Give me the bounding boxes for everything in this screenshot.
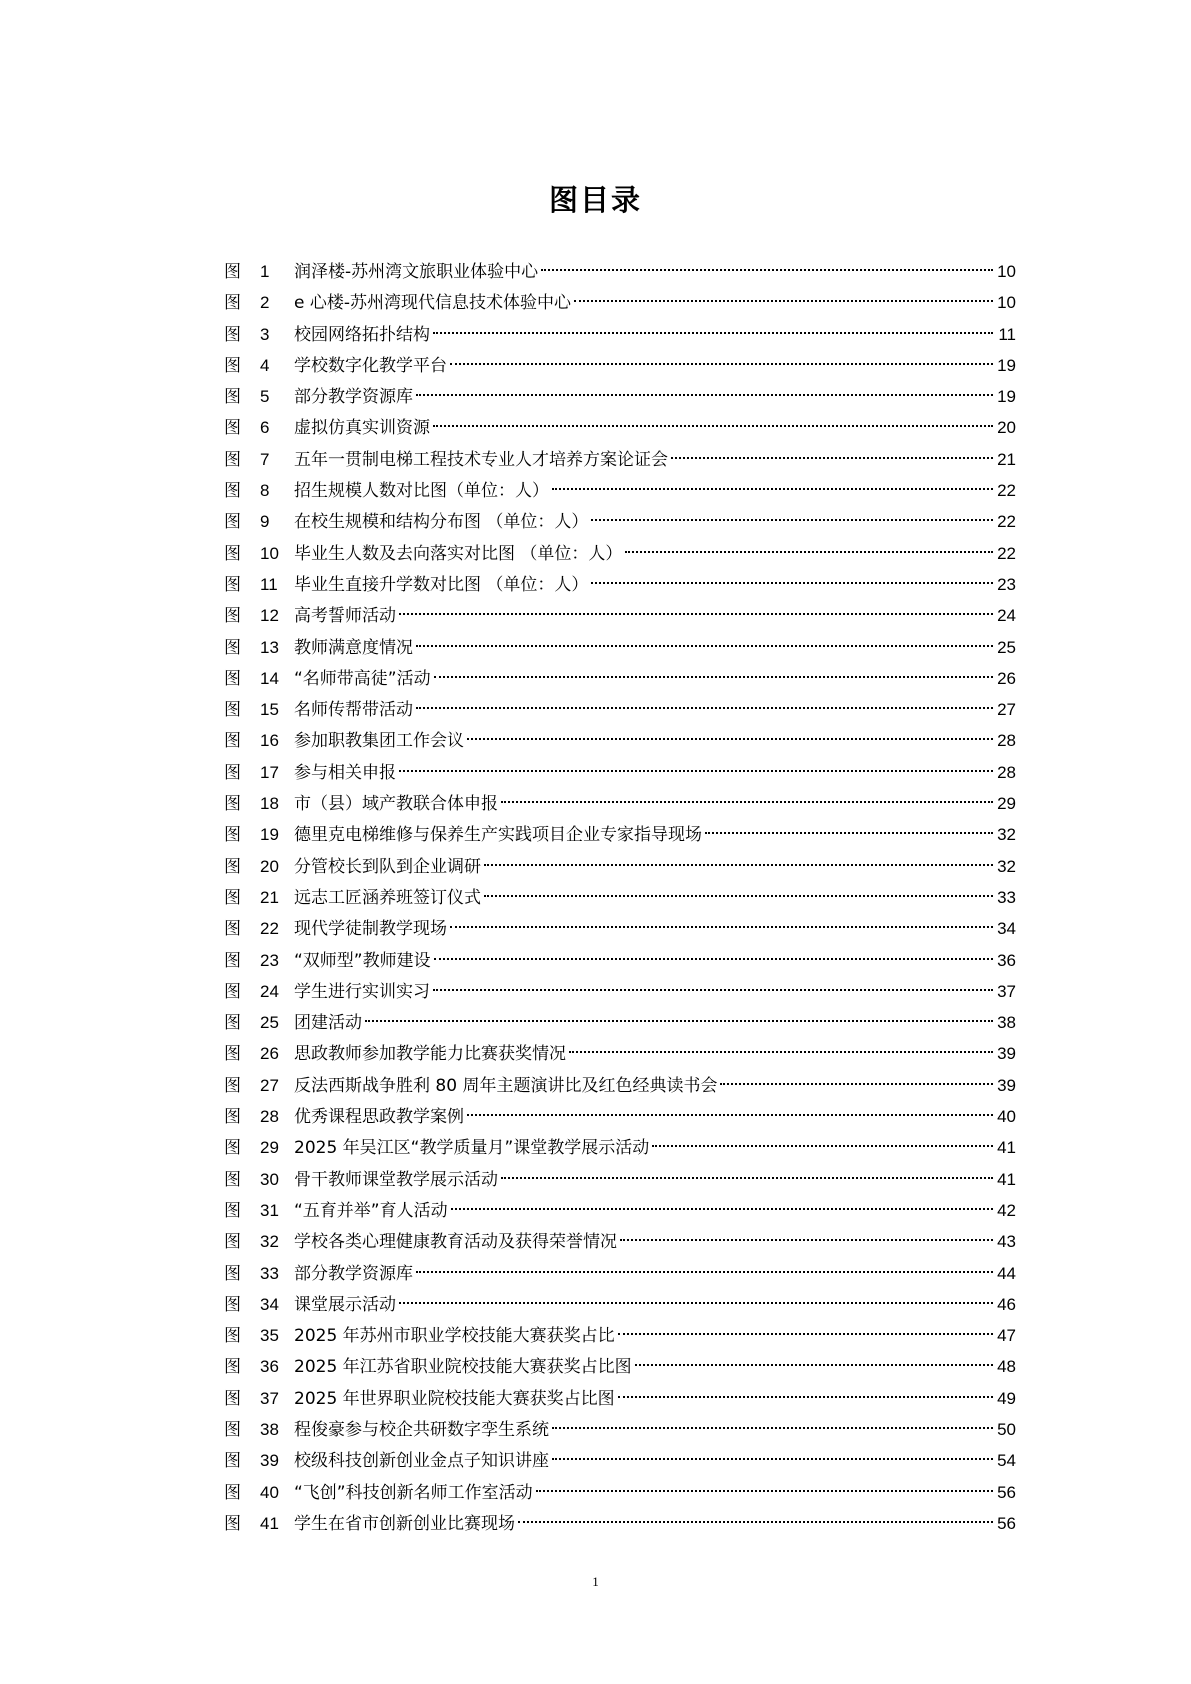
toc-entry-page: 37 (997, 981, 1016, 1001)
toc-entry-caption: 远志工匠涵养班签订仪式 (294, 887, 481, 908)
toc-entry-number: 28 (260, 1107, 279, 1127)
toc-entry-caption: 思政教师参加教学能力比赛获奖情况 (294, 1044, 566, 1065)
toc-entry-caption: 现代学徒制教学现场 (294, 919, 447, 940)
toc-entry-prefix: 图 (224, 355, 241, 376)
toc-entry-prefix: 图 (224, 887, 241, 908)
toc-entry-prefix: 图 (224, 1138, 241, 1159)
toc-dot-leader (433, 425, 993, 427)
toc-entry-number: 18 (260, 794, 279, 814)
toc-dot-leader (518, 1521, 993, 1523)
toc-entry-caption: 团建活动 (294, 1013, 362, 1034)
toc-entry-prefix: 图 (224, 262, 241, 282)
toc-entry-prefix: 图 (224, 1044, 241, 1065)
toc-entry-prefix: 图 (224, 1482, 241, 1503)
toc-dot-leader (501, 1177, 993, 1179)
toc-entry-prefix: 图 (224, 668, 241, 689)
toc-entry-caption: 虚拟仿真实训资源 (294, 418, 430, 439)
toc-entry-prefix: 图 (224, 418, 241, 439)
toc-entry[interactable] (224, 287, 1016, 318)
toc-dot-leader (552, 1458, 993, 1460)
toc-entry-number: 30 (260, 1169, 279, 1189)
toc-entry[interactable] (224, 1383, 1016, 1414)
toc-entry-page: 10 (997, 293, 1016, 313)
toc-dot-leader (399, 1302, 993, 1304)
toc-entry-caption: 课堂展示活动 (294, 1294, 396, 1315)
toc-entry[interactable] (224, 632, 1016, 663)
toc-entry-page: 19 (997, 387, 1016, 407)
toc-entry-number: 1 (260, 262, 270, 281)
toc-dot-leader (574, 300, 993, 302)
toc-entry[interactable] (224, 1445, 1016, 1476)
toc-dot-leader (450, 926, 993, 928)
toc-entry-number: 20 (260, 856, 279, 876)
toc-entry-number: 24 (260, 981, 279, 1001)
toc-entry-number: 25 (260, 1013, 279, 1033)
toc-entry-page: 49 (997, 1388, 1016, 1408)
toc-entry-caption: 名师传帮带活动 (294, 700, 413, 721)
toc-dot-leader (625, 551, 993, 553)
toc-entry[interactable] (224, 1132, 1016, 1163)
toc-dot-leader (416, 394, 993, 396)
toc-dot-leader (433, 332, 993, 334)
toc-entry[interactable] (224, 1164, 1016, 1195)
toc-entry-prefix: 图 (224, 637, 241, 658)
toc-entry[interactable] (224, 569, 1016, 600)
toc-entry[interactable] (224, 256, 1016, 287)
toc-entry-page: 28 (997, 731, 1016, 751)
toc-entry-prefix: 图 (224, 1513, 241, 1534)
toc-entry-prefix: 图 (224, 1263, 241, 1284)
toc-entry-caption: 学校各类心理健康教育活动及获得荣誉情况 (294, 1232, 617, 1253)
toc-entry[interactable] (224, 1351, 1016, 1382)
toc-entry-caption: “五育并举”育人活动 (294, 1200, 448, 1221)
toc-entry-prefix: 图 (224, 293, 241, 314)
toc-entry-prefix: 图 (224, 1232, 241, 1253)
toc-entry-caption: 毕业生直接升学数对比图 （单位：人） (294, 574, 589, 595)
toc-entry-page: 33 (997, 887, 1016, 907)
toc-entry-number: 27 (260, 1075, 279, 1095)
toc-dot-leader (416, 1271, 993, 1273)
toc-entry-prefix: 图 (224, 387, 241, 408)
toc-entry[interactable] (224, 913, 1016, 944)
toc-entry-prefix: 图 (224, 700, 241, 721)
toc-entry-number: 33 (260, 1263, 279, 1283)
toc-entry-caption: 优秀课程思政教学案例 (294, 1107, 464, 1128)
toc-entry-number: 37 (260, 1388, 279, 1408)
toc-entry[interactable] (224, 1195, 1016, 1226)
toc-entry-caption: 学生进行实训实习 (294, 981, 430, 1002)
toc-entry[interactable] (224, 663, 1016, 694)
toc-entry-number: 22 (260, 919, 279, 939)
toc-entry-number: 15 (260, 700, 279, 720)
toc-dot-leader (591, 519, 993, 521)
toc-entry-number: 9 (260, 512, 270, 532)
toc-entry-prefix: 图 (224, 512, 241, 533)
toc-entry-number: 6 (260, 418, 270, 438)
toc-entry-page: 36 (997, 950, 1016, 970)
toc-entry-prefix: 图 (224, 794, 241, 815)
toc-dot-leader (416, 707, 993, 709)
toc-entry[interactable] (224, 319, 1016, 350)
toc-entry-page: 54 (997, 1451, 1016, 1471)
toc-entry-number: 7 (260, 449, 270, 469)
toc-entry-page: 39 (997, 1044, 1016, 1064)
toc-entry-number: 23 (260, 950, 279, 970)
toc-entry-caption: 反法西斯战争胜利 80 周年主题演讲比及红色经典读书会 (294, 1075, 718, 1096)
toc-entry-prefix: 图 (224, 1107, 241, 1128)
toc-entry[interactable] (224, 1038, 1016, 1069)
toc-entry-page: 56 (997, 1513, 1016, 1533)
toc-entry-page: 50 (997, 1419, 1016, 1439)
toc-dot-leader (467, 738, 993, 740)
toc-entry-caption: 校园网络拓扑结构 (294, 324, 430, 345)
toc-entry[interactable] (224, 381, 1016, 412)
toc-entry-page: 34 (997, 919, 1016, 939)
toc-entry-page: 20 (997, 418, 1016, 438)
toc-entry-number: 5 (260, 387, 270, 407)
toc-entry-page: 39 (997, 1075, 1016, 1095)
toc-entry-caption: e 心楼-苏州湾现代信息技术体验中心 (294, 293, 571, 314)
toc-entry-caption: 程俊豪参与校企共研数字孪生系统 (294, 1419, 549, 1440)
toc-dot-leader (433, 989, 993, 991)
toc-entry-page: 11 (998, 324, 1016, 344)
toc-entry-page: 46 (997, 1294, 1016, 1314)
toc-entry-number: 8 (260, 481, 270, 501)
toc-entry-number: 34 (260, 1294, 279, 1314)
toc-entry-page: 23 (997, 574, 1016, 594)
toc-entry-prefix: 图 (224, 919, 241, 940)
toc-entry[interactable] (224, 1258, 1016, 1289)
toc-entry-prefix: 图 (224, 1169, 241, 1190)
toc-entry-page: 10 (997, 262, 1016, 281)
toc-entry-prefix: 图 (224, 731, 241, 752)
toc-entry-caption: 润泽楼-苏州湾文旅职业体验中心 (294, 262, 539, 282)
toc-entry[interactable] (224, 819, 1016, 850)
toc-entry-caption: 学校数字化教学平台 (294, 355, 447, 376)
toc-entry-number: 12 (260, 606, 279, 626)
toc-entry[interactable] (224, 725, 1016, 756)
toc-entry-caption: 市（县）域产教联合体申报 (294, 794, 498, 815)
toc-entry-prefix: 图 (224, 825, 241, 846)
toc-entry-page: 48 (997, 1357, 1016, 1377)
toc-entry-caption: “飞创”科技创新名师工作室活动 (294, 1482, 533, 1503)
toc-entry-caption: 2025 年苏州市职业学校技能大赛获奖占比 (294, 1326, 615, 1347)
toc-entry-caption: 五年一贯制电梯工程技术专业人才培养方案论证会 (294, 449, 668, 470)
toc-dot-leader (652, 1145, 993, 1147)
toc-entry-prefix: 图 (224, 1357, 241, 1378)
toc-entry[interactable] (224, 1508, 1016, 1539)
toc-entry[interactable] (224, 600, 1016, 631)
toc-entry-number: 16 (260, 731, 279, 751)
toc-dot-leader (720, 1083, 993, 1085)
toc-entry[interactable] (224, 475, 1016, 506)
toc-dot-leader (484, 864, 993, 866)
toc-entry-page: 26 (997, 668, 1016, 688)
toc-dot-leader (552, 1427, 993, 1429)
toc-dot-leader (365, 1020, 993, 1022)
toc-entry-page: 47 (997, 1326, 1016, 1346)
toc-entry-page: 29 (997, 794, 1016, 814)
toc-dot-leader (501, 801, 993, 803)
toc-entry-prefix: 图 (224, 1451, 241, 1472)
toc-entry-number: 26 (260, 1044, 279, 1064)
toc-entry-page: 24 (997, 606, 1016, 626)
toc-entry[interactable] (224, 350, 1016, 381)
toc-entry-page: 19 (997, 355, 1016, 375)
toc-entry-number: 2 (260, 293, 270, 313)
toc-entry[interactable] (224, 694, 1016, 725)
toc-entry-prefix: 图 (224, 324, 241, 345)
toc-dot-leader (416, 645, 993, 647)
toc-entry-prefix: 图 (224, 481, 241, 502)
toc-entry[interactable] (224, 1226, 1016, 1257)
toc-entry-prefix: 图 (224, 1419, 241, 1440)
toc-entry-number: 35 (260, 1326, 279, 1346)
toc-entry[interactable] (224, 538, 1016, 569)
toc-entry-page: 22 (997, 481, 1016, 501)
toc-entry-page: 38 (997, 1013, 1016, 1033)
toc-entry[interactable] (224, 506, 1016, 537)
toc-entry-page: 56 (997, 1482, 1016, 1502)
toc-entry-caption: 部分教学资源库 (294, 387, 413, 408)
toc-entry-number: 41 (260, 1513, 279, 1533)
toc-entry-prefix: 图 (224, 856, 241, 877)
toc-entry[interactable] (224, 444, 1016, 475)
toc-entry[interactable] (224, 1101, 1016, 1132)
toc-entry-prefix: 图 (224, 574, 241, 595)
toc-entry-page: 41 (997, 1169, 1016, 1189)
toc-entry-caption: 2025 年世界职业院校技能大赛获奖占比图 (294, 1388, 615, 1409)
toc-dot-leader (635, 1364, 993, 1366)
toc-entry-caption: 参与相关申报 (294, 762, 396, 783)
toc-entry-page: 42 (997, 1200, 1016, 1220)
toc-entry-number: 3 (260, 324, 270, 344)
page-number: 1 (592, 1574, 599, 1589)
toc-entry-caption: 教师满意度情况 (294, 637, 413, 658)
toc-dot-leader (451, 1208, 993, 1210)
toc-entry-number: 32 (260, 1232, 279, 1252)
toc-dot-leader (552, 488, 993, 490)
figure-toc-list (224, 256, 1016, 1539)
toc-entry-prefix: 图 (224, 762, 241, 783)
toc-entry-page: 21 (997, 449, 1016, 469)
toc-entry-number: 29 (260, 1138, 279, 1158)
toc-dot-leader (484, 895, 993, 897)
toc-dot-leader (569, 1051, 993, 1053)
toc-entry-number: 39 (260, 1451, 279, 1471)
toc-dot-leader (620, 1239, 993, 1241)
toc-entry-page: 44 (997, 1263, 1016, 1283)
toc-entry-caption: 2025 年江苏省职业院校技能大赛获奖占比图 (294, 1357, 632, 1378)
toc-entry-page: 40 (997, 1107, 1016, 1127)
toc-entry-number: 17 (260, 762, 279, 782)
toc-entry-number: 31 (260, 1200, 279, 1220)
toc-dot-leader (591, 582, 993, 584)
toc-entry-prefix: 图 (224, 950, 241, 971)
toc-entry-caption: 学生在省市创新创业比赛现场 (294, 1513, 515, 1534)
toc-dot-leader (434, 676, 993, 678)
toc-entry[interactable] (224, 976, 1016, 1007)
toc-entry-page: 22 (997, 512, 1016, 532)
toc-entry[interactable] (224, 851, 1016, 882)
toc-entry-prefix: 图 (224, 449, 241, 470)
toc-dot-leader (671, 457, 993, 459)
toc-dot-leader (399, 770, 993, 772)
toc-entry-caption: 德里克电梯维修与保养生产实践项目企业专家指导现场 (294, 825, 702, 846)
toc-entry-page: 32 (997, 825, 1016, 845)
toc-entry-number: 11 (260, 574, 278, 594)
toc-entry-number: 40 (260, 1482, 279, 1502)
toc-entry[interactable] (224, 788, 1016, 819)
toc-entry[interactable] (224, 1477, 1016, 1508)
toc-entry[interactable] (224, 1007, 1016, 1038)
toc-entry-caption: 毕业生人数及去向落实对比图 （单位：人） (294, 543, 623, 564)
toc-entry-caption: 骨干教师课堂教学展示活动 (294, 1169, 498, 1190)
toc-dot-leader (705, 832, 993, 834)
toc-entry-number: 36 (260, 1357, 279, 1377)
toc-entry-prefix: 图 (224, 1013, 241, 1034)
toc-dot-leader (434, 958, 993, 960)
toc-entry-prefix: 图 (224, 1388, 241, 1409)
toc-entry-number: 13 (260, 637, 279, 657)
toc-entry-page: 32 (997, 856, 1016, 876)
toc-entry-number: 21 (260, 887, 279, 907)
toc-entry[interactable] (224, 1070, 1016, 1101)
toc-entry-prefix: 图 (224, 1075, 241, 1096)
toc-dot-leader (450, 363, 993, 365)
toc-entry-caption: “双师型”教师建设 (294, 950, 431, 971)
page-title: 图目录 (548, 183, 642, 217)
toc-entry-caption: 参加职教集团工作会议 (294, 731, 464, 752)
toc-entry[interactable] (224, 1320, 1016, 1351)
toc-entry-page: 41 (997, 1138, 1016, 1158)
toc-entry-caption: 分管校长到队到企业调研 (294, 856, 481, 877)
toc-entry-prefix: 图 (224, 543, 241, 564)
toc-entry[interactable] (224, 1289, 1016, 1320)
toc-entry-caption: 2025 年吴江区“教学质量月”课堂教学展示活动 (294, 1138, 650, 1159)
toc-entry-prefix: 图 (224, 1326, 241, 1347)
toc-entry-caption: 部分教学资源库 (294, 1263, 413, 1284)
toc-entry-number: 4 (260, 355, 270, 375)
toc-entry-prefix: 图 (224, 606, 241, 627)
toc-entry-prefix: 图 (224, 981, 241, 1002)
toc-entry-page: 22 (997, 543, 1016, 563)
toc-dot-leader (618, 1333, 993, 1335)
toc-entry-page: 43 (997, 1232, 1016, 1252)
toc-entry[interactable] (224, 757, 1016, 788)
toc-entry-number: 19 (260, 825, 279, 845)
toc-entry-prefix: 图 (224, 1294, 241, 1315)
toc-entry-caption: “名师带高徒”活动 (294, 668, 431, 689)
toc-entry[interactable] (224, 945, 1016, 976)
toc-entry-number: 14 (260, 668, 279, 688)
toc-dot-leader (536, 1490, 993, 1492)
toc-entry[interactable] (224, 882, 1016, 913)
toc-entry-caption: 高考誓师活动 (294, 606, 396, 627)
toc-dot-leader (399, 613, 993, 615)
toc-entry[interactable] (224, 1414, 1016, 1445)
toc-entry-number: 10 (260, 543, 279, 563)
toc-entry-prefix: 图 (224, 1200, 241, 1221)
toc-entry-caption: 校级科技创新创业金点子知识讲座 (294, 1451, 549, 1472)
toc-dot-leader (618, 1396, 993, 1398)
toc-entry-caption: 招生规模人数对比图（单位：人） (294, 481, 549, 502)
toc-entry[interactable] (224, 412, 1016, 443)
toc-entry-number: 38 (260, 1419, 279, 1439)
toc-entry-page: 27 (997, 700, 1016, 720)
toc-entry-page: 28 (997, 762, 1016, 782)
toc-entry-caption: 在校生规模和结构分布图 （单位：人） (294, 512, 589, 533)
toc-dot-leader (541, 269, 993, 271)
toc-dot-leader (467, 1114, 993, 1116)
toc-entry-page: 25 (997, 637, 1016, 657)
